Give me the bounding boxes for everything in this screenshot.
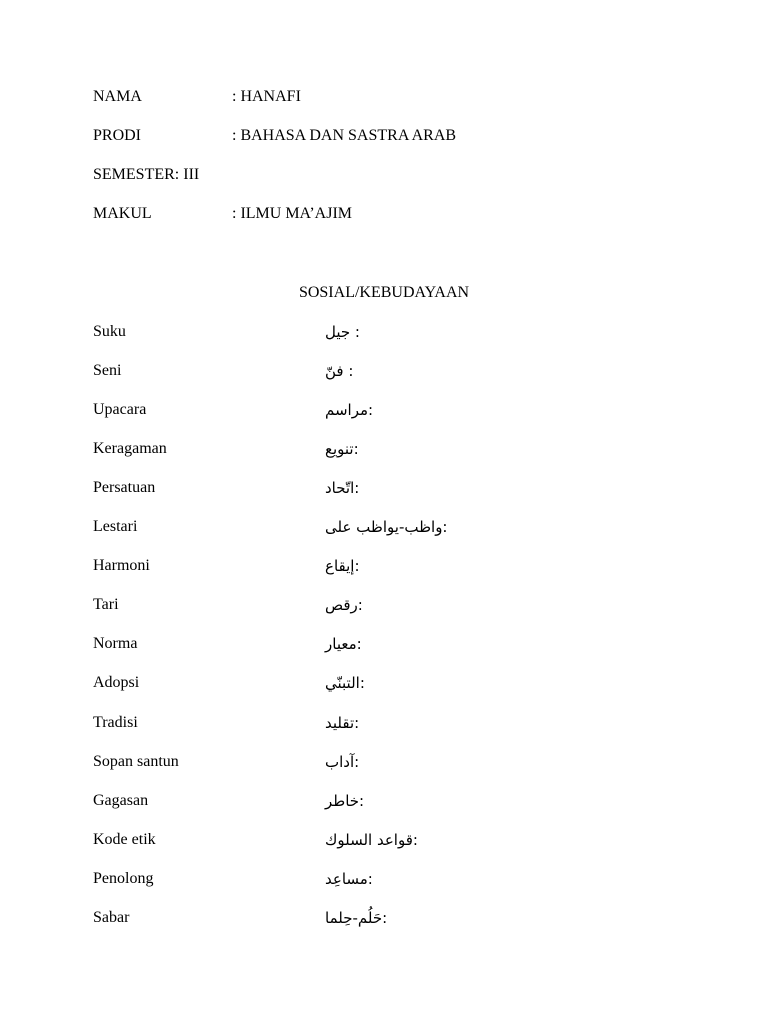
term-value: : جيل (325, 323, 360, 341)
term-label: Harmoni (93, 557, 150, 574)
term-value: :إيقاع (325, 557, 360, 575)
term-label: Tradisi (93, 714, 138, 731)
term-label: Tari (93, 596, 119, 613)
term-value: :قواعد السلوك (325, 831, 418, 849)
term-label: Suku (93, 323, 126, 340)
term-label: Norma (93, 635, 138, 652)
term-label: Kode etik (93, 831, 156, 848)
term-label: Sabar (93, 909, 130, 926)
term-label: Lestari (93, 518, 138, 535)
term-value: :تنويع (325, 440, 359, 458)
term-value: :اتّحاد (325, 479, 360, 497)
term-label: Gagasan (93, 792, 149, 809)
semester-label: SEMESTER: III (93, 166, 200, 183)
term-value: : فنّ (325, 362, 354, 380)
term-value: :معيار (325, 635, 362, 653)
makul-label: MAKUL (93, 205, 152, 222)
term-value: :مساعِد (325, 870, 373, 888)
term-label: Adopsi (93, 674, 140, 691)
makul-value: : ILMU MA’AJIM (232, 205, 352, 222)
term-label: Upacara (93, 401, 147, 418)
term-value: :خاطر (325, 792, 365, 810)
term-label: Penolong (93, 870, 154, 887)
term-label: Seni (93, 362, 122, 379)
nama-label: NAMA (93, 88, 142, 105)
term-label: Keragaman (93, 440, 167, 457)
term-label: Persatuan (93, 479, 156, 496)
term-value: :رقص (325, 596, 363, 614)
term-value: :آداب (325, 753, 360, 771)
term-value: :مراسم (325, 401, 374, 419)
term-label: Sopan santun (93, 753, 179, 770)
term-value: :تقليد (325, 714, 360, 732)
nama-value: : HANAFI (232, 88, 301, 105)
prodi-label: PRODI (93, 127, 142, 144)
term-value: :حَلُم-حِلما (325, 909, 388, 927)
term-value: :واظب-يواظب على (325, 518, 448, 536)
section-title: SOSIAL/KEBUDAYAAN (298, 284, 470, 301)
prodi-value: : BAHASA DAN SASTRA ARAB (232, 127, 457, 144)
term-value: :التبنّي (325, 674, 365, 692)
